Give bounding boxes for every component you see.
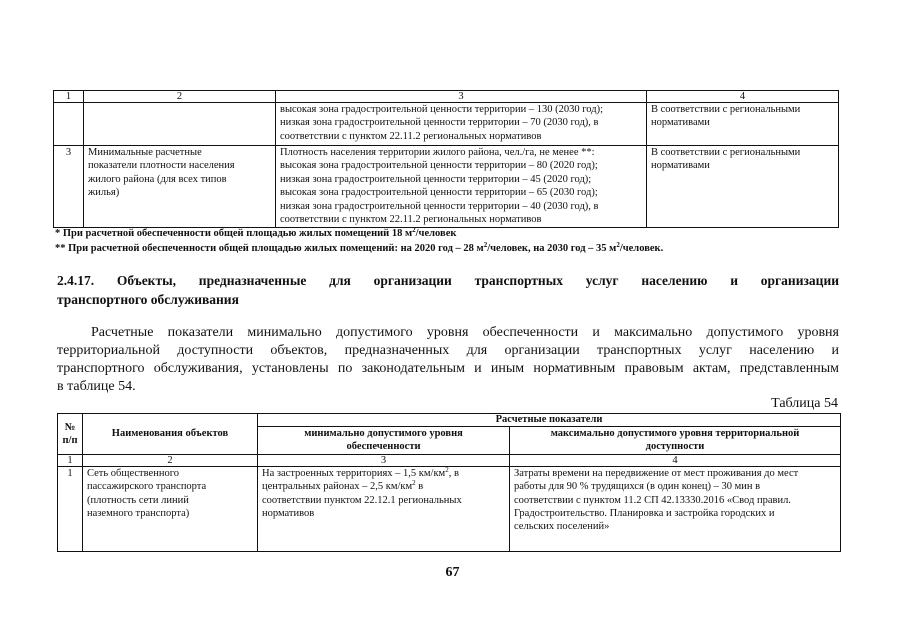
max-accessibility-cell bbox=[510, 466, 841, 551]
text-fragment: в bbox=[415, 481, 424, 493]
text-line: соответствии с пунктом 11.2 СП 42.13330.2016 «Свод правил. bbox=[514, 494, 791, 506]
text-line: показатели плотности населения bbox=[88, 160, 235, 172]
column-index: 2 bbox=[84, 91, 276, 103]
body-paragraph bbox=[57, 324, 839, 396]
table-header-row bbox=[58, 414, 841, 427]
row-number-cell bbox=[58, 466, 83, 551]
table-row bbox=[54, 103, 839, 146]
header-text: доступности bbox=[645, 441, 705, 453]
text-line: жилого района (для всех типов bbox=[88, 173, 227, 185]
text-line: Затраты времени на передвижение от мест проживания до мест bbox=[514, 467, 799, 479]
indicator-cell bbox=[276, 146, 647, 228]
table-54 bbox=[57, 413, 841, 552]
text-line: низкая зона градостроительной ценности территории – 45 (2020 год); bbox=[280, 173, 592, 185]
row-number: 3 bbox=[65, 147, 72, 158]
column-index: 2 bbox=[83, 454, 258, 466]
object-name-cell bbox=[84, 103, 276, 146]
footnote-text: /человек, на 2030 год – 35 м bbox=[487, 243, 617, 254]
column-index: 3 bbox=[276, 91, 647, 103]
text-line bbox=[262, 467, 505, 480]
table-index-row bbox=[58, 454, 841, 466]
table-row bbox=[58, 466, 841, 551]
text-line: В соответствии с региональными bbox=[651, 104, 801, 115]
superscript: 2 bbox=[412, 479, 416, 488]
text-line: В соответствии с региональными bbox=[651, 147, 801, 158]
text-line: высокая зона градостроительной ценности территории – 65 (2030 год); bbox=[280, 187, 598, 199]
footnote-1 bbox=[55, 227, 456, 240]
paragraph-line: в таблице 54. bbox=[57, 379, 136, 394]
header-cell-max bbox=[510, 427, 841, 455]
text-line: (плотность сети линий bbox=[87, 494, 189, 506]
header-text: п/п bbox=[62, 434, 78, 446]
text-line: соответствии с пунктом 22.11.2 региональных нормативов bbox=[280, 214, 542, 226]
column-index: 4 bbox=[510, 454, 841, 466]
object-name-cell bbox=[84, 146, 276, 228]
accessibility-cell bbox=[647, 146, 839, 228]
text-line: высокая зона градостроительной ценности территории – 130 (2030 год); bbox=[280, 104, 604, 115]
text-line bbox=[262, 480, 505, 493]
superscript: 2 bbox=[445, 465, 449, 474]
text-line: нормативов bbox=[262, 508, 315, 520]
text-line: Градостроительство. Планировка и застройка городских и bbox=[514, 508, 775, 520]
indicator-cell bbox=[276, 103, 647, 146]
column-index: 1 bbox=[54, 91, 84, 103]
text-line: пассажирского транспорта bbox=[87, 481, 207, 493]
page-number: 67 bbox=[445, 565, 460, 580]
text-fragment: На застроенных территориях – 1,5 км/км bbox=[262, 467, 446, 479]
text-fragment: центральных районах – 2,5 км/км bbox=[262, 481, 413, 493]
header-text: обеспеченности bbox=[346, 441, 421, 453]
superscript: 2 bbox=[483, 241, 488, 249]
object-name-cell bbox=[83, 466, 258, 551]
header-cell-calculated: Расчетные показатели bbox=[258, 414, 841, 427]
min-level-cell bbox=[258, 466, 510, 551]
text-line: Минимальные расчетные bbox=[88, 147, 202, 158]
footnote-text: /человек. bbox=[619, 243, 664, 254]
row-number: 1 bbox=[67, 467, 73, 479]
paragraph-line: территориальной доступности объектов, предназначенных для организации транспортных услуг населению и bbox=[57, 343, 839, 358]
text-line: высокая зона градостроительной ценности территории – 80 (2020 год); bbox=[280, 160, 598, 172]
header-text: максимально допустимого уровня территориальной bbox=[550, 428, 800, 439]
superscript: 2 bbox=[412, 226, 416, 234]
column-index: 4 bbox=[647, 91, 839, 103]
column-index: 3 bbox=[258, 454, 510, 466]
footnote-2 bbox=[55, 242, 663, 255]
row-number-cell bbox=[54, 103, 84, 146]
text-line: наземного транспорта) bbox=[87, 508, 190, 520]
accessibility-cell bbox=[647, 103, 839, 146]
header-text: минимально допустимого уровня bbox=[304, 428, 463, 439]
table-caption: Таблица 54 bbox=[771, 396, 838, 411]
text-line: нормативами bbox=[651, 117, 710, 129]
text-line: нормативами bbox=[651, 160, 710, 172]
text-fragment: , в bbox=[448, 467, 459, 479]
heading-line: транспортного обслуживания bbox=[57, 292, 239, 307]
text-line: соответствии пунктом 22.12.1 региональных bbox=[262, 494, 462, 506]
text-line: Плотность населения территории жилого района, чел./га, не менее **: bbox=[280, 147, 595, 158]
header-text: № bbox=[64, 421, 76, 433]
heading-line: 2.4.17. Объекты, предназначенные для организации транспортных услуг населению и организации bbox=[57, 273, 839, 288]
text-line: работы для 90 % трудящихся (в один конец) – 30 мин в bbox=[514, 481, 761, 493]
header-cell-number bbox=[58, 414, 83, 455]
paragraph-line: транспортного обслуживания, установлены по законодательным и иным нормативным правовым актам, представленным bbox=[57, 361, 839, 376]
table-header-row bbox=[54, 91, 839, 103]
paragraph-line: Расчетные показатели минимально допустимого уровня обеспеченности и максимально допустимого уровня bbox=[91, 325, 839, 340]
header-cell-min bbox=[258, 427, 510, 455]
text-line: соответствии с пунктом 22.11.2 региональных нормативов bbox=[280, 130, 542, 142]
superscript: 2 bbox=[616, 241, 620, 249]
text-line: низкая зона градостроительной ценности территории – 40 (2030 год), в bbox=[280, 200, 599, 212]
text-line: сельских поселений» bbox=[514, 521, 610, 533]
table-row bbox=[54, 146, 839, 228]
text-line: низкая зона градостроительной ценности территории – 70 (2030 год), в bbox=[280, 117, 599, 129]
footnote-text: ** При расчетной обеспеченности общей площадью жилых помещений: на 2020 год – 28 м bbox=[55, 243, 484, 254]
text-line: Сеть общественного bbox=[87, 467, 179, 479]
footnote-text: * При расчетной обеспеченности общей площадью жилых помещений 18 м bbox=[55, 228, 413, 239]
row-number-cell bbox=[54, 146, 84, 228]
text-line: жилья) bbox=[88, 187, 120, 199]
standards-table-continuation bbox=[53, 90, 839, 228]
footnote-text: /человек bbox=[415, 228, 457, 239]
section-heading bbox=[57, 271, 839, 309]
header-cell-name: Наименования объектов bbox=[83, 414, 258, 455]
column-index: 1 bbox=[58, 454, 83, 466]
